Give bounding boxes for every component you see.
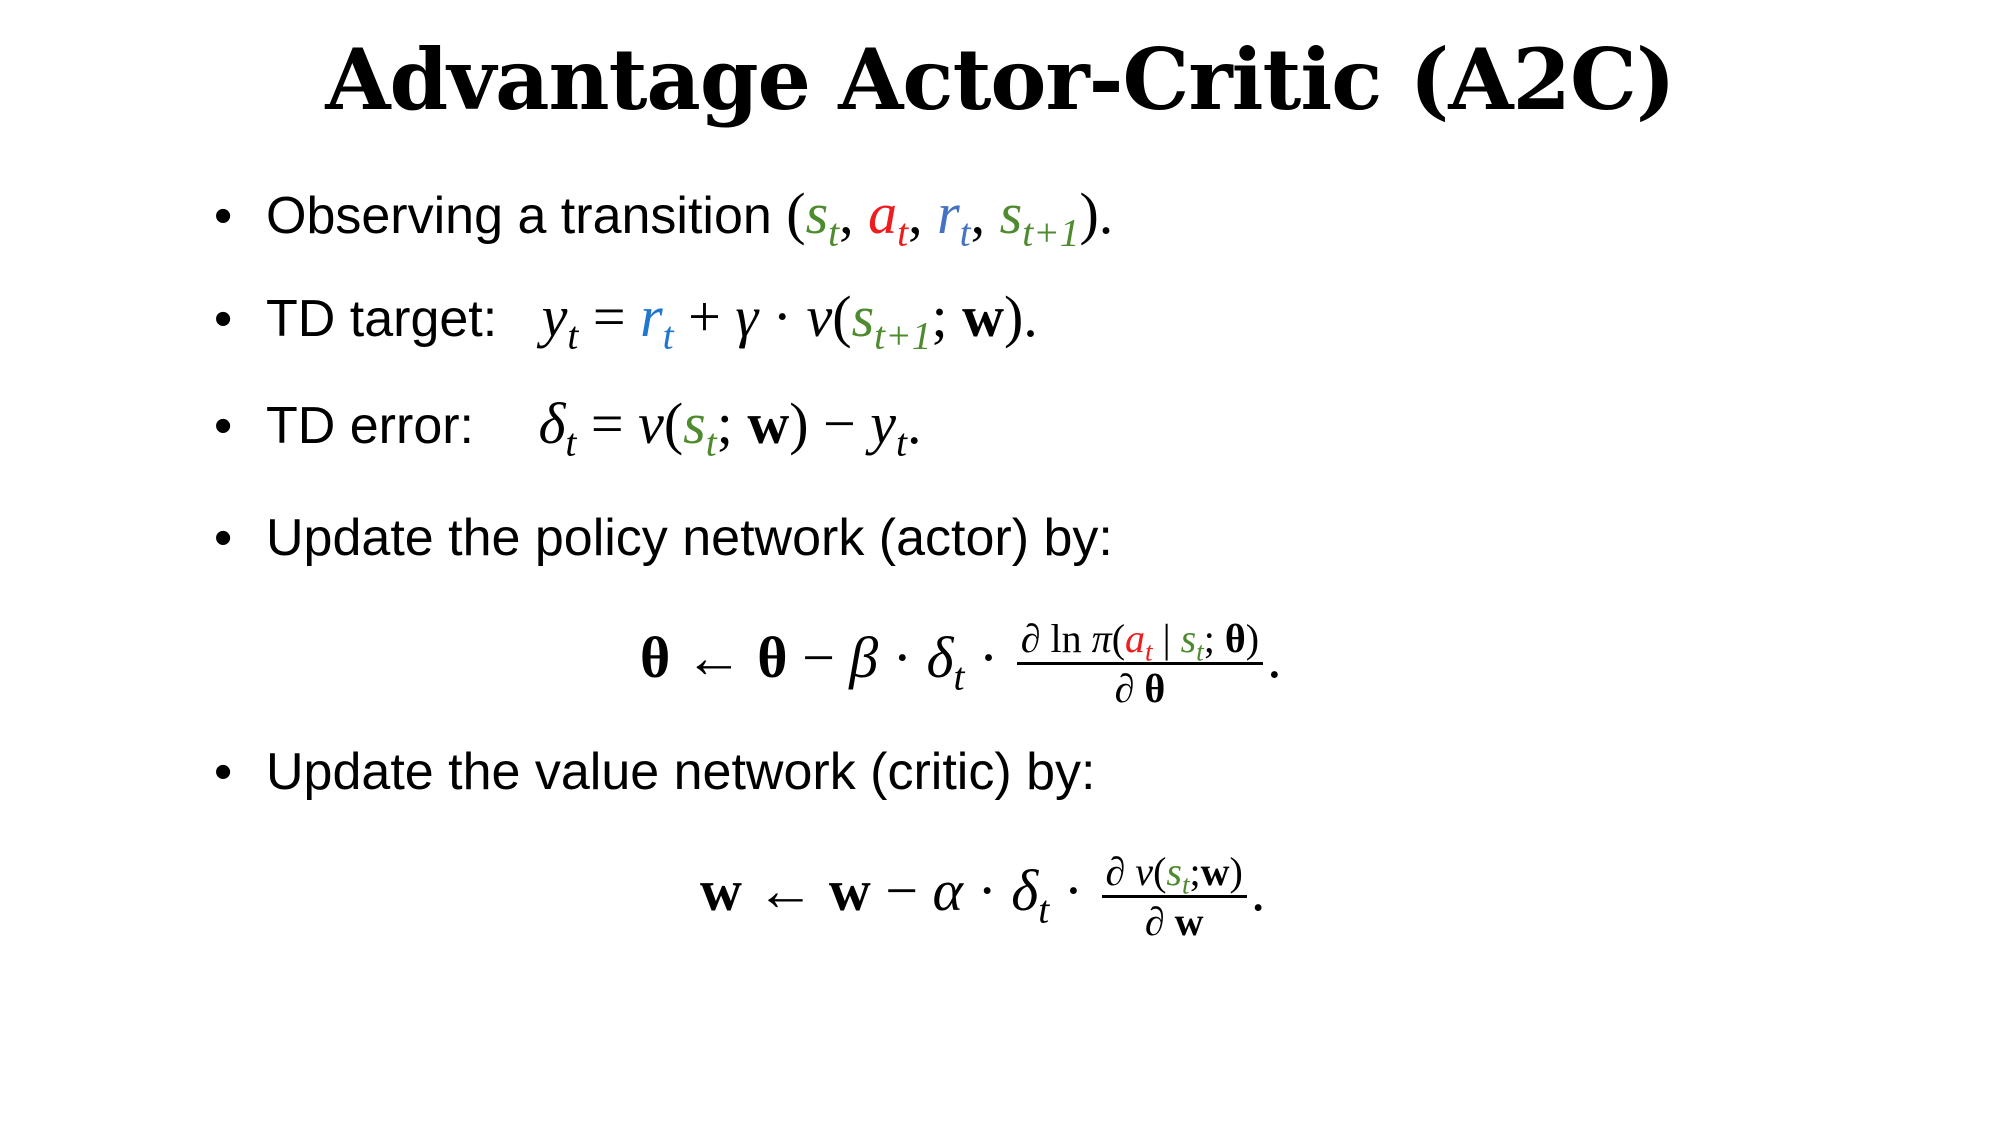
transition-tuple: ($s_t$, $a_t$, $r_t$, $s_{t+1}$). — [786, 181, 1114, 255]
bullet-dot: • — [214, 290, 233, 348]
bullet-td-target-label: TD target: — [266, 290, 498, 348]
bullet-dot: • — [214, 509, 233, 567]
bullet-dot: • — [214, 397, 233, 455]
critic-update-equation: w ← $w - \alpha \cdot \delta_t$ · $\frac{\partial v(s_t;w)}{\partial w}$ . — [700, 849, 1266, 944]
actor-update-equation: θ ← $\theta - \beta \cdot \delta_t$ · $\frac{\partial \ln \pi(a_t | s_t; \theta)}{\partial \theta}$ . — [640, 616, 1282, 711]
bullet-dot: • — [214, 743, 233, 801]
bullet-dot: • — [214, 187, 233, 245]
bullet-td-error — [214, 390, 922, 465]
slide-title: Advantage Actor-Critic (A2C) — [325, 30, 1675, 129]
value-gradient-fraction: $\frac{\partial v(s_t;w)}{\partial w}$ — [1102, 848, 1247, 945]
policy-gradient-fraction: $\frac{\partial \ln \pi(a_t | s_t; \theta)}{\partial \theta}$ — [1017, 615, 1263, 712]
bullet-actor-update-label: Update the policy network (actor) by: — [266, 509, 1113, 567]
bullet-critic-update-label: Update the value network (critic) by: — [266, 743, 1096, 801]
bullet-td-target — [214, 283, 1038, 358]
bullet-critic-update — [214, 742, 1095, 802]
bullet-td-error-label: TD error: — [266, 397, 474, 455]
td-error-formula: $\delta_t = v(s_t$; $w) - y_t$. — [538, 391, 922, 465]
bullet-actor-update — [214, 508, 1113, 568]
bullet-transition-label: Observing a transition — [266, 187, 772, 245]
td-target-formula: $y_t = r_t + \gamma \cdot v(s_{t+1}$; w). — [541, 284, 1038, 358]
bullet-transition — [214, 180, 1114, 255]
